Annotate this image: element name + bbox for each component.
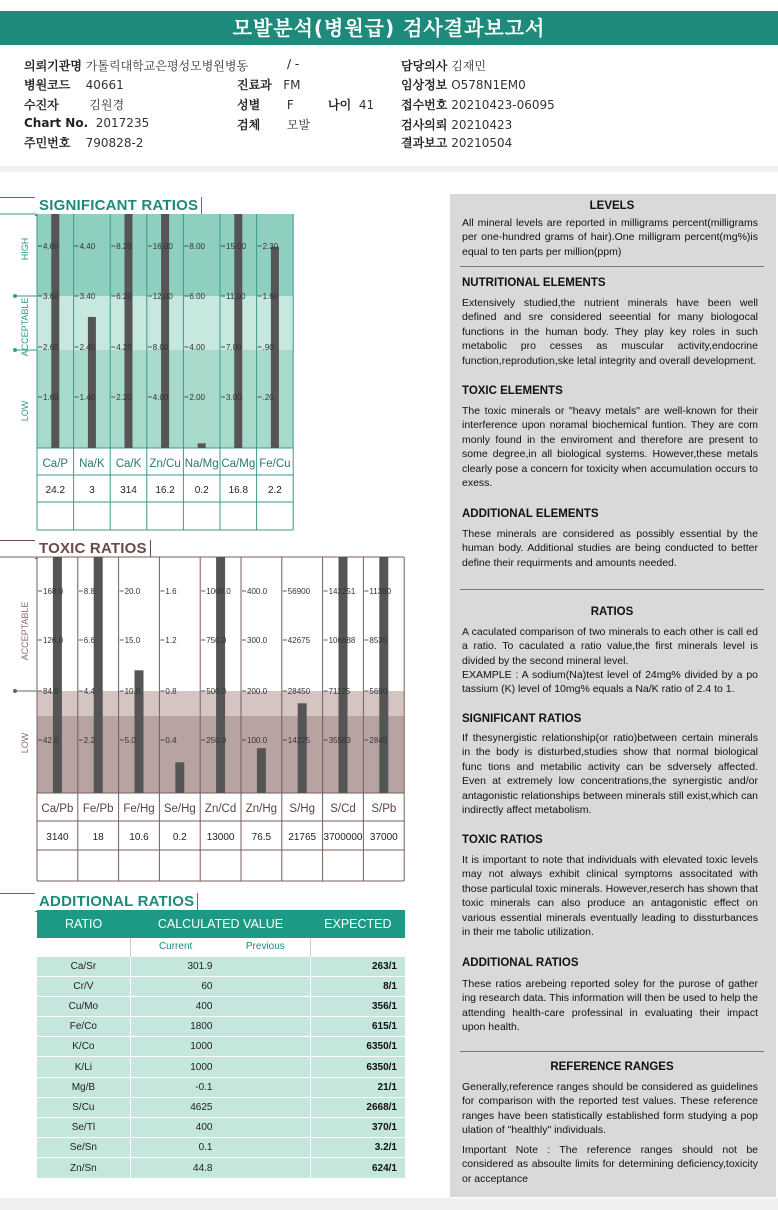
add-cell-expected: 6350/1 xyxy=(366,1041,397,1053)
tick-label: 4.40 xyxy=(79,242,96,251)
add-cell-ratio: Fe/Co xyxy=(37,1017,130,1037)
tick-label: 15.0 xyxy=(124,636,141,645)
sex-row: 성별 F xyxy=(237,98,294,112)
zone-label: LOW xyxy=(20,400,30,422)
tick-label: 6.00 xyxy=(189,292,205,301)
add-cell-ratio: K/Co xyxy=(37,1037,130,1057)
add-row-cr-v xyxy=(37,976,405,996)
tick-label: 28450 xyxy=(287,687,311,696)
chart-row: Chart No. 2017235 xyxy=(24,116,150,130)
column-label: S/Cd xyxy=(330,803,356,815)
add-row-cu-mo xyxy=(37,996,405,1016)
reference-text: Generally,reference ranges should be considered as guidelines for comparison with the reported test values. These reference ranges have been statistically established form studying a pop ulation of "healthly" individuals. xyxy=(462,1081,758,1137)
tick-label: 100.0 xyxy=(247,736,268,745)
zone-label: LOW xyxy=(20,732,30,754)
column-value: 24.2 xyxy=(45,485,66,496)
expected-header: EXPECTED xyxy=(324,917,392,931)
significant-text: If thesynergistic relationship(or ratio)between certain minerals in the body is disturbed,studies show that normal biological func tions and metabilic activity can be sdversely affected. Even at extremely low concentrations,the synergistic and/or antagonistic relationships between minerals still exist,which can indirectly affect metabolism. xyxy=(462,732,758,817)
divider xyxy=(460,266,764,267)
zone-label: ACCEPTABLE xyxy=(20,601,30,661)
institution-row: 의뢰기관명 가톨릭대학교은평성모병원병동 xyxy=(24,59,249,73)
tick-label: 1000.0 xyxy=(206,587,231,596)
tick-label: 142251 xyxy=(328,587,356,596)
tick-label: 4.00 xyxy=(189,343,205,352)
add-row-k-co xyxy=(37,1037,405,1057)
tick-label: 10.0 xyxy=(124,687,141,696)
add-cell-current: 1000 xyxy=(190,1041,213,1053)
bar-zn-hg xyxy=(257,748,266,793)
column-value: 10.6 xyxy=(129,832,149,843)
nutritional-text: Extensively studied,the nutrient minerals have been well defined and sre considered seeential for many biologocal functions in the human body. They play key roles in such metabolic pro cesses as muscular activity,endocrine function,reprodution,ske letal integrity and overall development. xyxy=(462,297,758,367)
add-cell-previous xyxy=(220,956,310,976)
column-value: 18 xyxy=(92,832,104,843)
current-header: Current xyxy=(158,941,193,953)
reference-note: Important Note : The reference ranges should not be considered as absoulte limits for determining deficiency,toxicity or acceptance xyxy=(462,1144,758,1185)
tox-title-line xyxy=(0,540,36,541)
add-cell-previous xyxy=(220,1017,310,1037)
toxic-elements-heading: TOXIC ELEMENTS xyxy=(462,385,563,397)
column-value: 314 xyxy=(120,485,137,496)
add-row-s-cu xyxy=(37,1097,405,1117)
dept-row: 진료과 FM xyxy=(237,78,301,92)
sig-title-line xyxy=(0,197,36,198)
tick-label: 1.60 xyxy=(262,292,279,301)
doctor-row: 담당의사 김재민 xyxy=(401,59,486,73)
additional-ratios-title: ADDITIONAL RATIOS xyxy=(35,893,198,912)
add-cell-expected: 8/1 xyxy=(383,980,397,992)
tick-label: 2.60 xyxy=(43,343,59,352)
tick-label: 8.00 xyxy=(152,343,169,352)
tick-label: 0.8 xyxy=(165,687,177,696)
additional-ratios-heading: ADDITIONAL RATIOS xyxy=(462,957,579,969)
add-cell-expected: 3.2/1 xyxy=(374,1142,397,1154)
hospital-code-row: 병원코드 40661 xyxy=(24,78,124,92)
column-label: Ca/P xyxy=(42,458,69,470)
column-label: Na/Mg xyxy=(184,458,219,470)
additional-elements-heading: ADDITIONAL ELEMENTS xyxy=(462,508,599,520)
column-label: Fe/Cu xyxy=(259,458,291,470)
add-cell-current: 0.1 xyxy=(198,1142,213,1154)
zone-label: HIGH xyxy=(20,237,30,261)
age-row: 나이 41 xyxy=(328,98,375,112)
bar-s-hg xyxy=(298,703,307,793)
additional-ratios-table xyxy=(37,910,405,1178)
clinical-row: 임상정보 O578N1EM0 xyxy=(401,78,526,92)
add-row-mg-b xyxy=(37,1077,405,1097)
collector-row: 수진자 김원경 xyxy=(24,98,125,112)
footer-band xyxy=(0,1198,778,1210)
tick-label: 20.0 xyxy=(124,587,141,596)
add-title-line xyxy=(0,893,36,894)
bar-na-mg xyxy=(198,443,206,448)
add-cell-expected: 263/1 xyxy=(371,960,397,972)
column-label: Zn/Cu xyxy=(149,458,181,470)
tick-label: 200.0 xyxy=(247,687,268,696)
add-cell-expected: 615/1 xyxy=(371,1021,397,1033)
tick-label: 6.20 xyxy=(116,292,132,301)
tick-label: 3.00 xyxy=(226,393,242,402)
receipt-row: 접수번호 20210423-06095 xyxy=(401,98,555,112)
toxic-ratios-chart xyxy=(0,553,410,883)
significant-heading: SIGNIFICANT RATIOS xyxy=(462,713,582,725)
tick-label: 1.40 xyxy=(79,393,96,402)
additional-elements-text: These minerals are considered as possibly essential by the human body. Additional studies are being conducted to better define their requirments and amounts needed. xyxy=(462,528,758,569)
tick-label: .90 xyxy=(262,343,274,352)
add-cell-expected: 6350/1 xyxy=(366,1061,397,1073)
request-row: 검사의뢰 20210423 xyxy=(401,118,513,132)
toxic-ratios-heading: TOXIC RATIOS xyxy=(462,834,543,846)
low-boundary-dot xyxy=(13,348,17,352)
previous-header: Previous xyxy=(220,938,310,956)
tick-label: 3.60 xyxy=(43,292,59,301)
column-value: 2.2 xyxy=(267,485,282,496)
add-cell-ratio: Se/Tl xyxy=(37,1118,130,1138)
section-divider xyxy=(0,166,778,172)
column-value: 13000 xyxy=(206,832,235,843)
tick-label: 500.0 xyxy=(206,687,227,696)
add-cell-ratio: Cr/V xyxy=(37,976,130,996)
column-label: Ca/Mg xyxy=(221,458,256,470)
add-cell-ratio: S/Cu xyxy=(37,1097,130,1117)
tick-label: 56900 xyxy=(287,587,311,596)
add-row-se-sn xyxy=(37,1138,405,1158)
add-row-zn-sn xyxy=(37,1158,405,1178)
add-cell-ratio: Mg/B xyxy=(37,1077,130,1097)
add-cell-previous xyxy=(220,1158,310,1178)
tick-label: 2.30 xyxy=(262,242,279,251)
add-cell-current: 1000 xyxy=(190,1061,213,1073)
tick-label: 16.00 xyxy=(152,242,173,251)
column-value: 37000 xyxy=(369,832,398,843)
zone-label: ACCEPTABLE xyxy=(20,297,30,357)
add-cell-ratio: Cu/Mo xyxy=(37,996,130,1016)
column-value: 3700000 xyxy=(323,832,363,843)
specimen-row: 검체 모발 xyxy=(237,118,311,132)
tick-label: 12.00 xyxy=(152,292,173,301)
add-cell-expected: 21/1 xyxy=(377,1081,397,1093)
add-cell-previous xyxy=(220,1057,310,1077)
column-label: Na/K xyxy=(79,458,105,470)
tick-label: 400.0 xyxy=(247,587,268,596)
add-cell-ratio: Zn/Sn xyxy=(37,1158,130,1178)
tick-label: 4.00 xyxy=(152,393,169,402)
tick-label: 4.20 xyxy=(116,343,132,352)
tick-label: 42675 xyxy=(287,636,311,645)
tick-label: 1.2 xyxy=(165,636,177,645)
tick-label: 106688 xyxy=(328,636,356,645)
column-label: S/Hg xyxy=(289,803,315,815)
tick-label: 2.2 xyxy=(83,736,95,745)
add-row-ca-sr xyxy=(37,956,405,976)
tick-label: 2845 xyxy=(369,736,388,745)
nutritional-heading: NUTRITIONAL ELEMENTS xyxy=(462,277,606,289)
bar-se-hg xyxy=(175,762,184,793)
column-value: 21765 xyxy=(288,832,317,843)
add-subheader-row xyxy=(37,938,405,956)
toxic-ratios-title: TOXIC RATIOS xyxy=(35,540,151,559)
column-label: Ca/K xyxy=(115,458,142,470)
add-cell-current: 400 xyxy=(195,1000,213,1012)
tick-label: 15.00 xyxy=(226,242,247,251)
tick-label: 11380 xyxy=(369,587,392,596)
ratios-text: A caculated comparison of two minerals to each other is call ed a ratio. To caculated a ratio value,the first minerals level is divided by the second mineral level. xyxy=(462,626,758,667)
add-cell-ratio: K/Li xyxy=(37,1057,130,1077)
add-row-k-li xyxy=(37,1057,405,1077)
tick-label: 8.20 xyxy=(116,242,132,251)
add-cell-previous xyxy=(220,1118,310,1138)
add-cell-expected: 624/1 xyxy=(371,1162,397,1174)
tick-label: .20 xyxy=(262,393,274,402)
divider xyxy=(460,1051,764,1052)
column-label: Fe/Hg xyxy=(123,803,155,815)
tick-label: 2.00 xyxy=(189,393,205,402)
column-label: Se/Hg xyxy=(163,803,196,815)
tick-label: 71125 xyxy=(328,687,351,696)
high-boundary-dot xyxy=(13,294,17,298)
add-cell-previous xyxy=(220,1138,310,1158)
tick-label: 1.60 xyxy=(43,393,59,402)
add-cell-current: 1800 xyxy=(190,1021,213,1033)
toxic-elements-text: The toxic minerals or "heavy metals" are well-known for their interference upon noramal biochemical funtion. They are com monly found in the enviroment and therefore are present to some degree,in all biological systems. However,these metals clearly pose a concern for toxicity when accumulation occurs to exess. xyxy=(462,405,758,490)
tick-label: 2.20 xyxy=(116,393,132,402)
add-cell-current: 44.8 xyxy=(193,1162,213,1174)
tick-label: 168.0 xyxy=(43,587,64,596)
divider xyxy=(460,589,764,590)
ratios-example: EXAMPLE : A sodium(Na)test level of 24mg% divided by a po tassium (K) level of 10mg% equals a Na/K ratio of 2.4 to 1. xyxy=(462,669,758,696)
toxic-ratios-text: It is important to note that individuals with elevated toxic levels may not always exhibit clinical symptoms associtated with those particulal toxic minerals. However,reserch has shown that toxic minerals can also produce an antagonistic effect on various essential minerals eventually leading to dissturbances in their me tabolic utilization. xyxy=(462,854,758,939)
significant-ratios-chart xyxy=(0,210,300,535)
tick-label: 1.6 xyxy=(165,587,177,596)
tick-label: 2.40 xyxy=(79,343,96,352)
tick-label: 5690 xyxy=(369,687,388,696)
tick-label: 126.0 xyxy=(43,636,64,645)
levels-text: All mineral levels are reported in milligrams percent(milligrams per one-hundred grams of hair).One milligram percent(mg%)is equal to ten parts per million(ppm) xyxy=(462,217,758,258)
ratio-header: RATIO xyxy=(64,917,103,931)
tick-label: 84.0 xyxy=(43,687,59,696)
add-cell-current: 60 xyxy=(201,980,213,992)
add-cell-expected: 2668/1 xyxy=(366,1101,397,1113)
add-cell-expected: 370/1 xyxy=(371,1122,397,1134)
reference-heading: REFERENCE RANGES xyxy=(550,1061,674,1073)
column-value: 16.8 xyxy=(228,485,249,496)
additional-ratios-text: These ratios arebeing reported soley for the purose of gather ing research data. This information will then be used to help the attending health-care professinal in evaluating their impact upon health. xyxy=(462,978,758,1034)
column-value: 3140 xyxy=(46,832,69,843)
tick-label: 750.0 xyxy=(206,636,227,645)
add-header-row xyxy=(37,910,405,938)
ratios-heading: RATIOS xyxy=(590,606,634,618)
tick-label: 5.0 xyxy=(124,736,136,745)
tick-label: 7.00 xyxy=(226,343,242,352)
report-title: 모발분석(병원급) 검사결과보고서 xyxy=(0,11,778,45)
tick-label: 11.00 xyxy=(226,292,246,301)
bar-fe-pb xyxy=(94,557,103,793)
add-cell-previous xyxy=(220,976,310,996)
levels-heading: LEVELS xyxy=(589,200,635,212)
institution-slash: / - xyxy=(287,57,300,71)
column-value: 16.2 xyxy=(155,485,175,496)
column-label: S/Pb xyxy=(371,803,397,815)
add-cell-previous xyxy=(220,996,310,1016)
tick-label: 250.0 xyxy=(206,736,227,745)
tick-label: 6.6 xyxy=(83,636,95,645)
significant-ratios-title: SIGNIFICANT RATIOS xyxy=(35,197,202,216)
add-cell-previous xyxy=(220,1077,310,1097)
column-label: Ca/Pb xyxy=(41,803,74,815)
tick-label: 8535 xyxy=(369,636,388,645)
add-row-fe-co xyxy=(37,1017,405,1037)
tick-label: 4.60 xyxy=(43,242,59,251)
column-label: Zn/Hg xyxy=(245,803,278,815)
calc-header: CALCULATED VALUE xyxy=(157,917,284,931)
bar-na-k xyxy=(88,317,96,448)
add-row-se-tl xyxy=(37,1118,405,1138)
column-label: Fe/Pb xyxy=(82,803,114,815)
add-cell-current: 4625 xyxy=(190,1101,213,1113)
tick-label: 35563 xyxy=(328,736,351,745)
add-cell-current: -0.1 xyxy=(195,1081,213,1093)
column-value: 0.2 xyxy=(172,832,187,843)
tick-label: 8.00 xyxy=(189,242,205,251)
column-value: 0.2 xyxy=(194,485,209,496)
column-value: 76.5 xyxy=(251,832,272,843)
add-cell-previous xyxy=(220,1097,310,1117)
boundary-dot xyxy=(13,689,17,693)
add-cell-current: 400 xyxy=(195,1122,213,1134)
id-row: 주민번호 790828-2 xyxy=(24,136,144,150)
column-value: 3 xyxy=(89,485,95,496)
tick-label: 300.0 xyxy=(247,636,268,645)
report-date-row: 결과보고 20210504 xyxy=(401,136,513,150)
column-label: Zn/Cd xyxy=(204,803,237,815)
tick-label: 42.0 xyxy=(43,736,59,745)
add-cell-ratio: Ca/Sr xyxy=(37,956,130,976)
add-cell-previous xyxy=(220,1037,310,1057)
tick-label: 14225 xyxy=(287,736,311,745)
tick-label: 4.4 xyxy=(83,687,95,696)
tick-label: 3.40 xyxy=(79,292,96,301)
tick-label: 8.8 xyxy=(83,587,95,596)
tick-label: 0.4 xyxy=(165,736,177,745)
add-cell-expected: 356/1 xyxy=(371,1000,397,1012)
add-cell-current: 301.9 xyxy=(187,960,213,972)
add-cell-ratio: Se/Sn xyxy=(37,1138,130,1158)
